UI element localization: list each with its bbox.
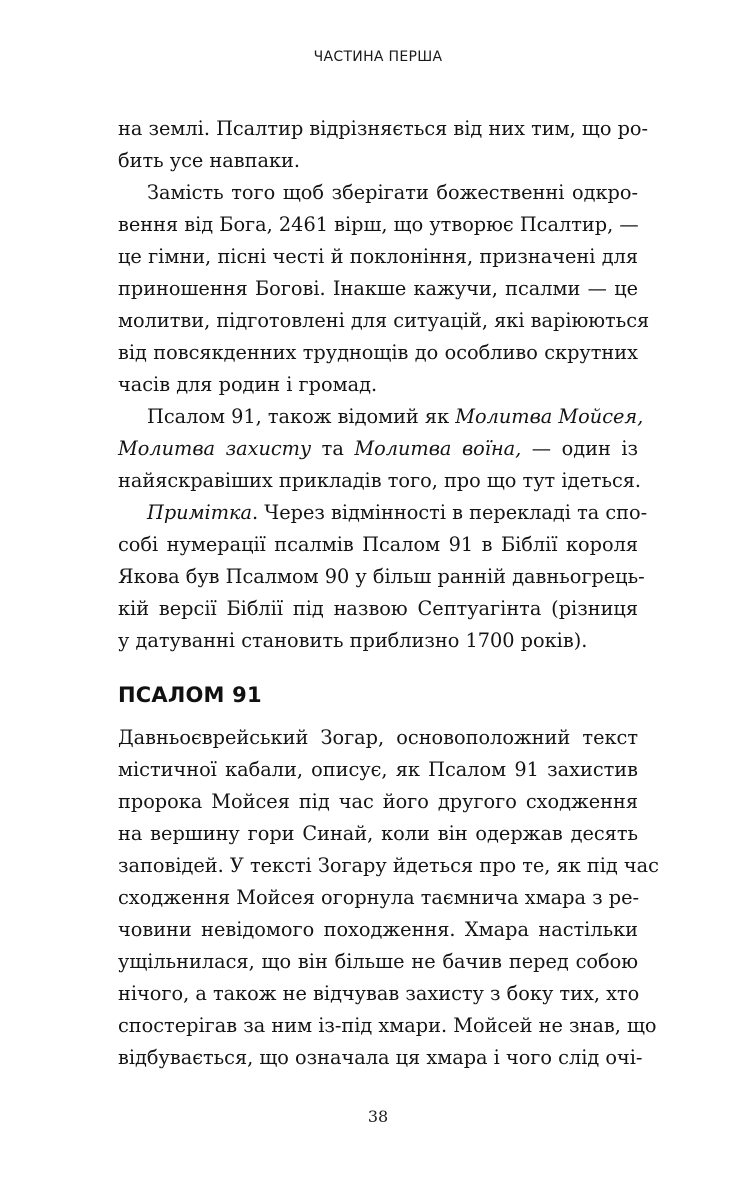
text-span: сходження Мойсея огорнула таємнича хмара з ре- [118,886,640,909]
text-line [118,625,638,657]
text-span: кій версії Біблії під назвою Септуагінта (різниця [118,597,638,620]
italic-text: Молитва Мойсея, [455,405,644,428]
text-line [118,465,642,497]
text-line [118,113,649,145]
text-span: нічого, а також не відчував захисту з боку тих, хто [118,982,640,1005]
text-span: заповідей. У тексті Зогару йдеться про те, як під час [118,854,659,877]
text-span: човини невідомого походження. Хмара настільки [118,918,638,941]
running-head: ЧАСТИНА ПЕРША [313,49,443,65]
body-text-intro [118,113,650,657]
text-line [118,914,638,946]
text-line [118,529,638,561]
text-span: . Через відмінності в перекладі та спо- [252,501,648,524]
text-span: — один із [521,437,639,460]
text-span: вення від Бога, 2461 вірш, що утворює Псалтир, — [118,213,639,236]
text-span: від повсякденних труднощів до особливо скрутних [118,341,638,364]
text-line [118,433,638,465]
text-span: бить усе навпаки. [118,149,301,172]
text-line [118,754,638,786]
text-span: це гімни, пісні честі й поклоніння, призначені для [118,245,638,268]
italic-text: Молитва захисту [118,437,312,460]
text-line [118,561,645,593]
text-span: Якова був Псалмом 90 у більш ранній давньогрець- [118,565,645,588]
body-text-psalm-91 [118,722,659,1074]
text-line [118,978,638,1010]
text-line [118,209,638,241]
text-line [118,273,638,305]
text-line [118,722,638,754]
text-line [118,337,638,369]
text-line [118,145,638,177]
text-span: собі нумерації псалмів Псалом 91 в Біблії короля [118,533,638,556]
section-heading: ПСАЛОМ 91 [118,683,262,707]
text-span: містичної кабали, описує, як Псалом 91 захистив [118,758,638,781]
text-line [118,177,638,209]
text-span: Замість того щоб зберігати божественні одкро- [147,181,638,204]
text-span: пророка Мойсея під час його другого сходження [118,790,638,813]
text-line [118,369,638,401]
text-span: та [311,437,355,460]
text-span: відбувається, що означала ця хмара і чого слід очі- [118,1046,643,1069]
text-span: молитви, підготовлені для ситуацій, які варіюються [118,309,650,332]
text-span: на вершину гори Синай, коли він одержав десять [118,822,638,845]
text-line [118,946,638,978]
text-span: ущільнилася, що він більше не бачив перед собою [118,950,638,973]
text-span: Давньоєврейський Зогар, основоположний текст [118,726,638,749]
italic-text: Примітка [147,501,253,524]
text-line [118,818,638,850]
text-line [118,305,650,337]
text-span: Псалом 91, також відомий як [147,405,456,428]
text-line [118,882,638,914]
text-line [118,850,659,882]
text-line [118,786,638,818]
text-span: спостерігав за ним із-під хмари. Мойсей не знав, що [118,1014,657,1037]
text-span: часів для родин і громад. [118,373,378,396]
text-line [118,401,644,433]
text-span: у датуванні становить приблизно 1700 років). [118,629,588,652]
text-line [118,241,638,273]
italic-text: Молитва воїна, [354,437,522,460]
page-number: 38 [367,1107,389,1126]
text-span: найяскравіших прикладів того, про що тут ідеться. [118,469,642,492]
text-span: на землі. Псалтир відрізняється від них тим, що ро- [118,117,649,140]
text-line [118,497,648,529]
text-span: приношення Богові. Інакше кажучи, псалми — це [118,277,638,300]
text-line [118,1010,657,1042]
text-line [118,593,638,625]
text-line [118,1042,643,1074]
